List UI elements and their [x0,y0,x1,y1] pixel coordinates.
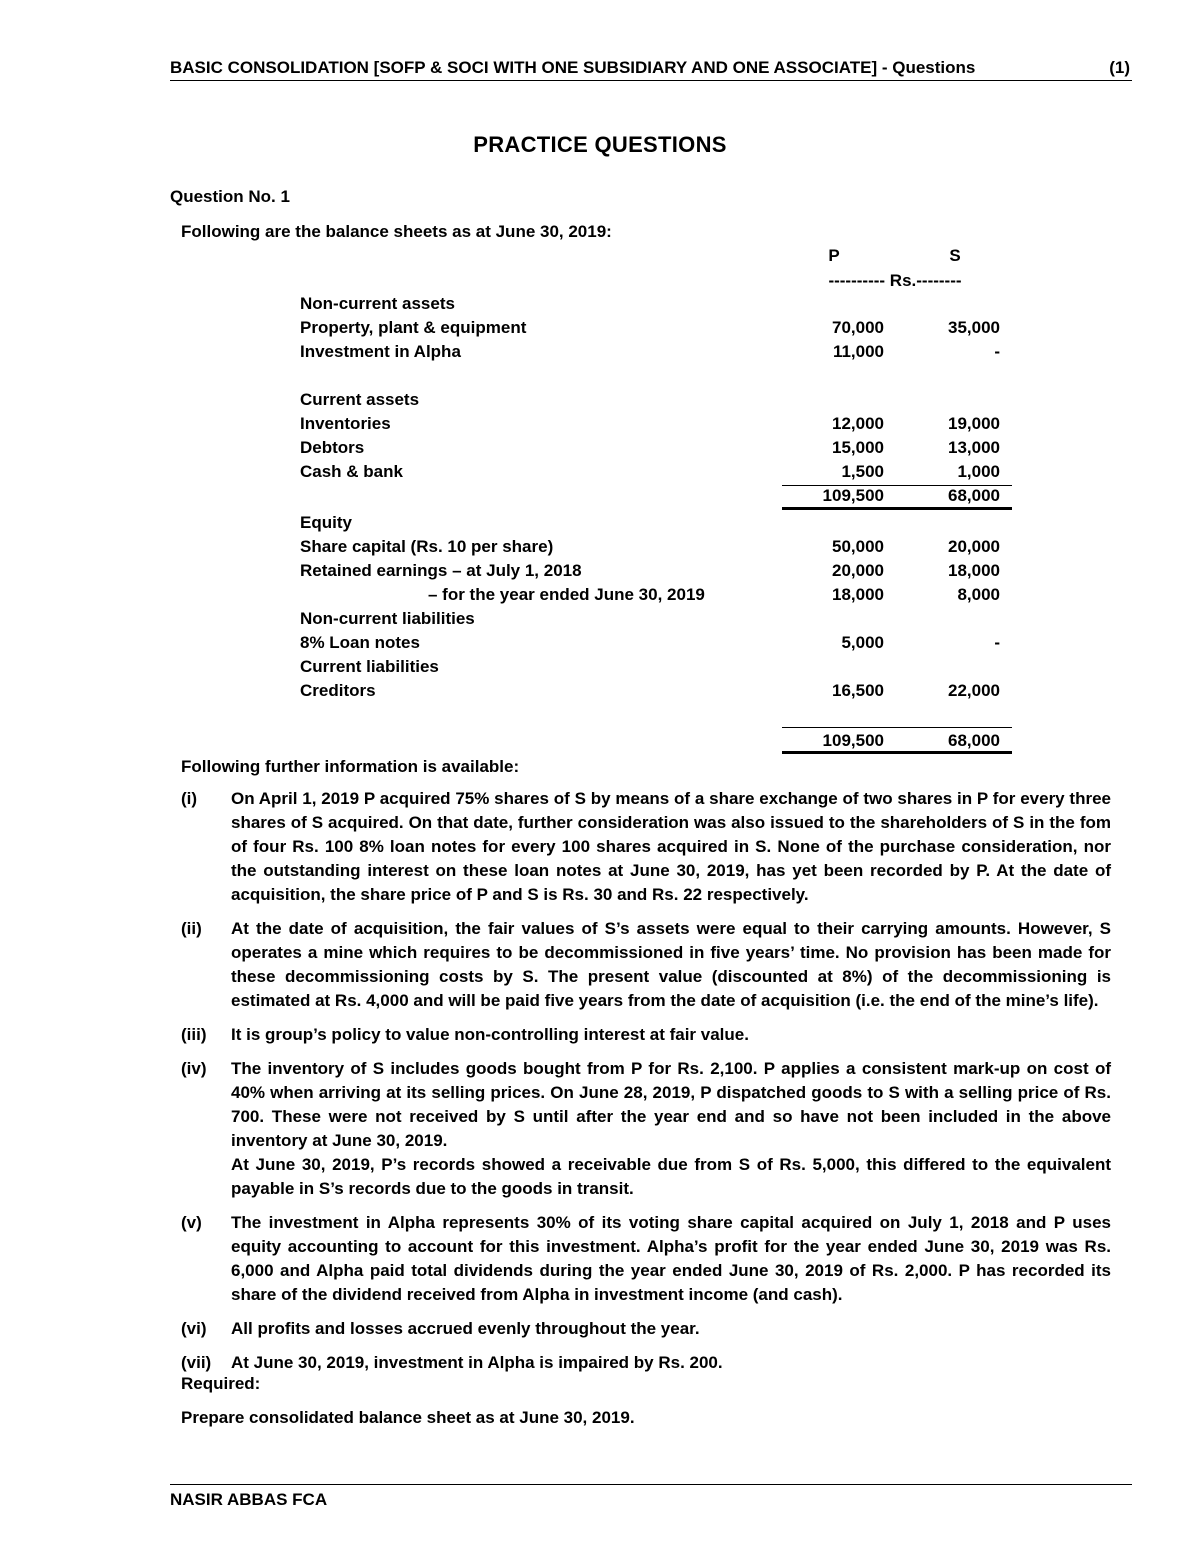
row-label: Inventories [300,414,391,433]
row-value-s: 22,000 [948,681,1000,700]
list-item [181,1023,1111,1047]
column-unit: ---------- Rs.-------- [828,271,962,290]
row-value-s: 1,000 [957,462,1000,481]
item-number: (v) [181,1213,202,1232]
row-label: Current liabilities [300,657,439,676]
item-number: (vi) [181,1319,207,1338]
row-label: Equity [300,513,352,532]
row-value-s: - [994,342,1000,361]
list-item [181,1351,1111,1375]
row-value-p: 70,000 [832,318,884,337]
item-text: On April 1, 2019 P acquired 75% shares of S by means of a share exchange of two shares in P for every three shares of S acquired. On that date, further consideration was also issued to the shareholders of S in the fom of four Rs. 100 8% loan notes for every 100 shares acquired in S. None of the purchase consideration, nor the outstanding interest on these loan notes at June 30, 2019, has yet been recorded by P. At the date of acquisition, the share price of P and S is Rs. 30 and Rs. 22 respectively. [231,789,1111,904]
item-number: (vii) [181,1353,212,1372]
footer-rule [170,1484,1132,1485]
row-value-s: 18,000 [948,561,1000,580]
total-equity-liabilities-p: 109,500 [822,731,884,750]
row-value-p: 16,500 [832,681,884,700]
row-value-p: 15,000 [832,438,884,457]
required-instruction: Prepare consolidated balance sheet as at June 30, 2019. [181,1408,635,1427]
row-label: Property, plant & equipment [300,318,527,337]
row-value-p: 20,000 [832,561,884,580]
row-label: Non-current liabilities [300,609,475,628]
row-value-s: 8,000 [957,585,1000,604]
row-value-s: 20,000 [948,537,1000,556]
list-item [181,787,1111,907]
total-rule [782,507,1012,510]
item-text: At the date of acquisition, the fair values of S’s assets were equal to their carrying amounts. However, S operates a mine which requires to be decommissioned in five years’ time. No provision has been made for these decommissioning costs by S. The present value (discounted at 8%) of the decommissioning is estimated at Rs. 4,000 and will be paid five years from the date of acquisition (i.e. the end of the mine’s life). [231,919,1111,1010]
total-assets-p: 109,500 [822,486,884,505]
row-label: Creditors [300,681,376,700]
column-header-s: S [949,246,961,265]
page-footer: NASIR ABBAS FCA [170,1490,328,1509]
item-number: (iv) [181,1059,207,1078]
row-label: Debtors [300,438,365,457]
balance-sheet-table [0,0,1200,760]
item-number: (ii) [181,919,202,938]
row-value-p: 1,500 [841,462,884,481]
row-value-s: 19,000 [948,414,1000,433]
list-item [181,1317,1111,1341]
intro-text: Following are the balance sheets as at June 30, 2019: [181,222,612,241]
column-header-p: P [828,246,840,265]
list-item [181,1057,1111,1201]
item-text: All profits and losses accrued evenly throughout the year. [231,1319,700,1338]
row-value-p: 18,000 [832,585,884,604]
item-number: (iii) [181,1025,207,1044]
row-label: 8% Loan notes [300,633,420,652]
question-number: Question No. 1 [170,187,290,206]
row-value-p: 50,000 [832,537,884,556]
row-value-p: 5,000 [841,633,884,652]
further-info-heading: Following further information is available: [181,757,520,776]
item-text-continued: At June 30, 2019, P’s records showed a receivable due from S of Rs. 5,000, this differed to the equivalent payable in S’s records due to the goods in transit. [231,1155,1111,1198]
list-item [181,1211,1111,1307]
row-label: Current assets [300,390,420,409]
row-label: Investment in Alpha [300,342,461,361]
item-number: (i) [181,789,198,808]
row-value-p: 12,000 [832,414,884,433]
information-list [181,787,1111,1385]
row-label: Non-current assets [300,294,455,313]
row-label: Cash & bank [300,462,403,481]
item-text: It is group’s policy to value non-controlling interest at fair value. [231,1025,749,1044]
item-text: The inventory of S includes goods bought from P for Rs. 2,100. P applies a consistent mark-up on cost of 40% when arriving at its selling prices. On June 28, 2019, P dispatched goods to S with a selling price of Rs. 700. These were not received by S until after the year end and so have not been included in the above inventory at June 30, 2019. [231,1059,1111,1150]
item-text: At June 30, 2019, investment in Alpha is impaired by Rs. 200. [231,1353,723,1372]
row-label: Retained earnings – at July 1, 2018 [300,561,582,580]
page-number: (1) [1109,58,1130,77]
row-value-s: - [994,633,1000,652]
subtotal-rule [782,727,1012,728]
total-equity-liabilities-s: 68,000 [948,731,1000,750]
header-title: BASIC CONSOLIDATION [SOFP & SOCI WITH ONE SUBSIDIARY AND ONE ASSOCIATE] - Questions [170,58,976,77]
total-assets-s: 68,000 [948,486,1000,505]
row-value-s: 13,000 [948,438,1000,457]
total-rule [782,751,1012,754]
row-value-p: 11,000 [832,342,884,361]
list-item [181,917,1111,1013]
item-text: The investment in Alpha represents 30% of its voting share capital acquired on July 1, 2018 and P uses equity accounting to account for this investment. Alpha’s profit for the year ended June 30, 2019 was Rs. 6,000 and Alpha paid total dividends during the year ended June 30, 2019 of Rs. 2,000. P has recorded its share of the dividend received from Alpha in investment income (and cash). [231,1213,1111,1304]
main-title: PRACTICE QUESTIONS [473,132,727,157]
row-value-s: 35,000 [948,318,1000,337]
row-label: – for the year ended June 30, 2019 [428,585,705,604]
required-heading: Required: [181,1374,261,1393]
row-label: Share capital (Rs. 10 per share) [300,537,554,556]
